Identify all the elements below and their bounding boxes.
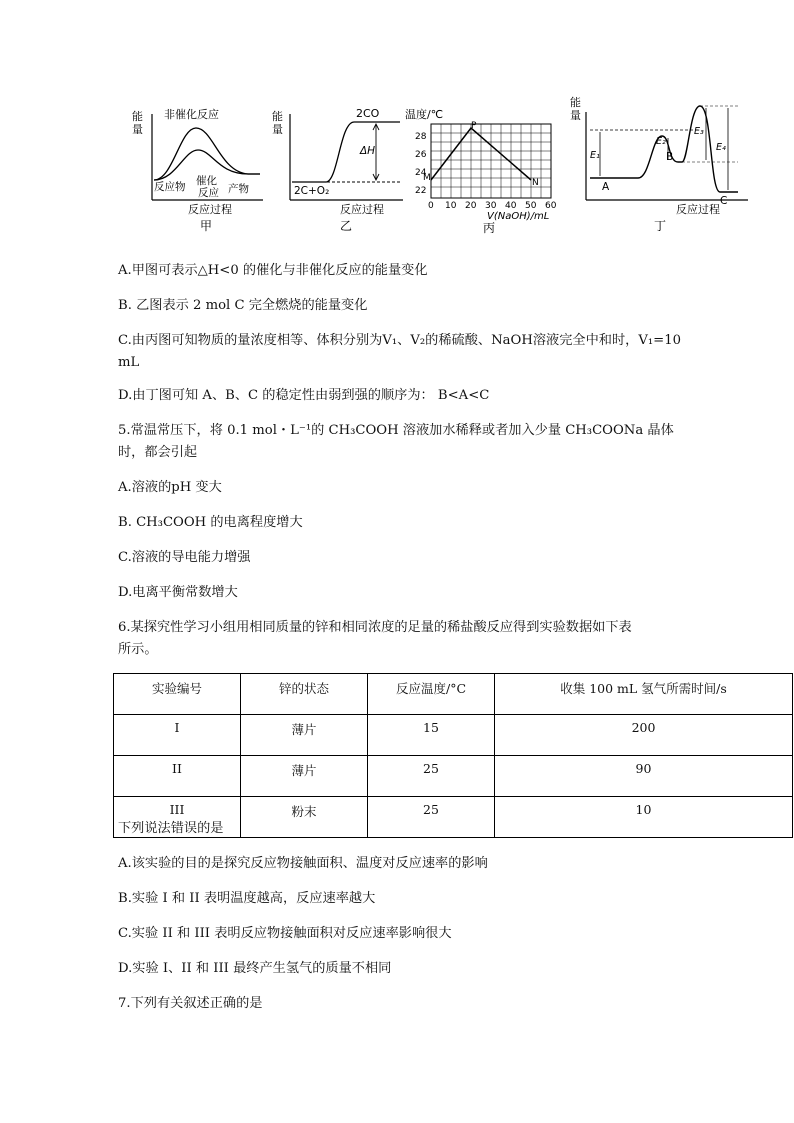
bing-ytick-26: 26 (415, 150, 427, 160)
figure-bing (403, 92, 568, 234)
energy-diagram-ding (568, 92, 758, 234)
state-c-label: C (720, 195, 728, 207)
q5-stem-line1: 5.常温常压下，将 0.1 mol・L⁻¹的 CH₃COOH 溶液加水稀释或者加入少量 CH₃COONa 晶体 (118, 423, 674, 438)
catalyzed-label-1: 催化 (196, 175, 217, 187)
table-cell: 薄片 (241, 715, 368, 756)
point-p-label: P (471, 121, 477, 131)
ding-ylabel-1: 能 (570, 96, 581, 109)
bing-xtick-40: 40 (505, 201, 517, 211)
temperature-chart-bing (403, 92, 568, 234)
yi-caption: 乙 (340, 219, 353, 233)
table-cell: 25 (368, 756, 495, 797)
q5-option-a: A.溶液的pH 变大 (118, 480, 222, 495)
bing-xtick-10: 10 (445, 201, 457, 211)
q6-after-table: 下列说法错误的是 (118, 821, 224, 836)
product-label: 产物 (228, 183, 249, 195)
bing-xtick-30: 30 (485, 201, 497, 211)
table-header-cell: 反应温度/°C (368, 674, 495, 715)
table-cell: I (114, 715, 241, 756)
q4-option-a: A.甲图可表示△H<0 的催化与非催化反应的能量变化 (118, 263, 428, 278)
bing-xtick-60: 60 (545, 201, 557, 211)
reactant-label: 反应物 (154, 181, 186, 193)
table-cell: 25 (368, 797, 495, 838)
table-cell: 200 (495, 715, 793, 756)
yi-xlabel: 反应过程 (340, 203, 384, 216)
figure-ding (568, 92, 758, 234)
e4-label: E₄ (716, 142, 726, 153)
yi-ylabel-2: 量 (272, 123, 283, 136)
bing-xlabel: V(NaOH)/mL (487, 211, 550, 222)
yi-ylabel-1: 能 (272, 110, 283, 123)
figure-jia (118, 92, 268, 234)
q6-option-b: B.实验 I 和 II 表明温度越高，反应速率越大 (118, 891, 376, 906)
table-cell: II (114, 756, 241, 797)
q6-option-c: C.实验 II 和 III 表明反应物接触面积对反应速率影响很大 (118, 926, 452, 941)
q4-option-d: D.由丁图可知 A、B、C 的稳定性由弱到强的顺序为： B<A<C (118, 388, 490, 403)
jia-ylabel-1: 能 (132, 110, 143, 123)
table-cell: 90 (495, 756, 793, 797)
q5-option-c: C.溶液的导电能力增强 (118, 550, 251, 565)
point-m-label: M (423, 173, 431, 183)
q4-option-c-line2: mL (118, 355, 140, 370)
e1-label: E₁ (590, 150, 600, 161)
yi-curve (292, 122, 400, 182)
state-a-label: A (602, 181, 610, 193)
e2-label: E₂ (656, 136, 666, 147)
catalyzed-label-2: 反应 (198, 187, 219, 199)
table-header-cell: 收集 100 mL 氢气所需时间/s (495, 674, 793, 715)
energy-diagram-jia (118, 92, 268, 234)
q7-stem: 7.下列有关叙述正确的是 (118, 996, 263, 1011)
jia-ylabel-2: 量 (132, 123, 143, 136)
table-row (114, 715, 793, 756)
energy-diagram-yi (268, 92, 408, 234)
bing-ylabel: 温度/℃ (405, 108, 444, 121)
e3-label: E₃ (694, 126, 704, 137)
yi-top-species: 2CO (356, 107, 380, 120)
ding-caption: 丁 (654, 219, 667, 233)
q6-option-d: D.实验 I、II 和 III 最终产生氢气的质量不相同 (118, 961, 392, 976)
table-cell: III (114, 797, 241, 838)
bing-caption: 丙 (483, 221, 496, 234)
q6-option-a: A.该实验的目的是探究反应物接触面积、温度对反应速率的影响 (118, 856, 488, 871)
bing-xtick-50: 50 (525, 201, 537, 211)
q5-option-d: D.电离平衡常数增大 (118, 585, 238, 600)
table-header-cell: 实验编号 (114, 674, 241, 715)
q5-option-b: B. CH₃COOH 的电离程度增大 (118, 515, 303, 530)
point-n-label: N (532, 178, 539, 188)
delta-h-label: ΔH (360, 145, 376, 157)
q4-option-c-line1: C.由丙图可知物质的量浓度相等、体积分别为V₁、V₂的稀硫酸、NaOH溶液完全中和时，V₁=10 (118, 333, 681, 348)
experiment-table (113, 673, 793, 838)
ding-ylabel-2: 量 (570, 109, 581, 122)
bing-xtick-0: 0 (428, 201, 434, 211)
table-cell: 15 (368, 715, 495, 756)
table-header-cell: 锌的状态 (241, 674, 368, 715)
q6-stem-line1: 6.某探究性学习小组用相同质量的锌和相同浓度的足量的稀盐酸反应得到实验数据如下表 (118, 620, 632, 635)
figure-strip (118, 92, 774, 234)
bing-xtick-20: 20 (465, 201, 477, 211)
table-cell: 薄片 (241, 756, 368, 797)
q5-stem-line2: 时，都会引起 (118, 445, 198, 460)
table-row (114, 756, 793, 797)
bing-ytick-22: 22 (415, 186, 427, 196)
table-cell: 10 (495, 797, 793, 838)
bing-ytick-24: 24 (415, 168, 427, 178)
ding-xlabel: 反应过程 (676, 203, 720, 216)
jia-caption: 甲 (200, 219, 213, 233)
q6-stem-line2: 所示。 (118, 642, 158, 657)
state-b-label: B (666, 151, 674, 163)
jia-xlabel: 反应过程 (188, 203, 232, 216)
table-header-row (114, 674, 793, 715)
table-cell: 粉末 (241, 797, 368, 838)
q4-option-b: B. 乙图表示 2 mol C 完全燃烧的能量变化 (118, 298, 368, 313)
bing-ytick-28: 28 (415, 132, 427, 142)
figure-yi (268, 92, 408, 234)
uncatalyzed-label: 非催化反应 (164, 108, 219, 121)
yi-bottom-species: 2C+O₂ (294, 185, 330, 197)
